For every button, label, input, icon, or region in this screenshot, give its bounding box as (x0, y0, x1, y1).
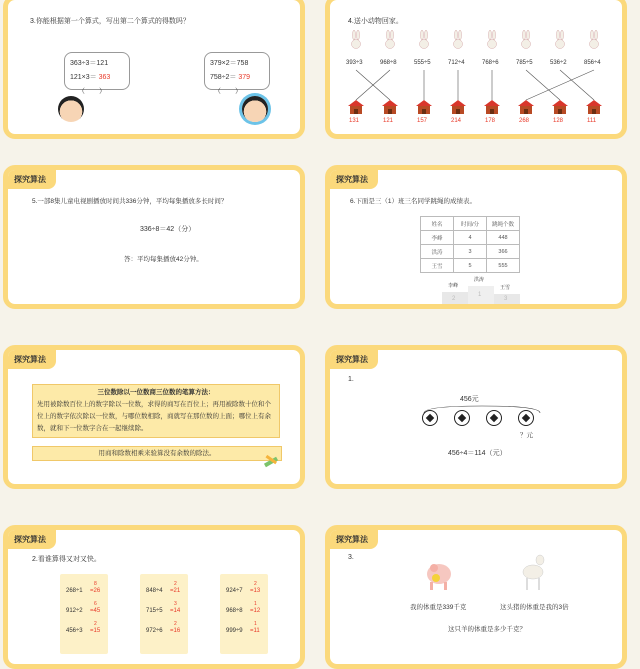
exercise-result: =16 (170, 628, 181, 634)
exercise-digit: 8 (94, 581, 97, 587)
total-price: 456元 (460, 396, 479, 403)
football-icon (422, 410, 438, 426)
slide-8[interactable] (325, 525, 627, 669)
exercise-expression: 268÷1 (66, 588, 83, 594)
section-tag: 探究算法 (330, 530, 378, 549)
table-cell: 4 (454, 231, 487, 245)
answer-label: 214 (451, 118, 462, 124)
question: 3.你能根据第一个算式，写出第二个算式的得数吗？ (30, 18, 190, 25)
table-row (421, 259, 520, 273)
exercise-column (220, 574, 268, 654)
method-title: 三位数除以一位数商三位数的笔算方法： (97, 389, 215, 396)
answer-label: 121 (383, 118, 394, 124)
calculation: 336÷8＝42（分） (140, 226, 196, 233)
girl-avatar (58, 96, 84, 122)
table-cell: 555 (487, 259, 520, 273)
slide-1[interactable] (3, 0, 305, 139)
house-icon (484, 100, 500, 114)
exercise-result: =14 (170, 608, 181, 614)
exercise-expression: 924÷7 (226, 588, 243, 594)
equation-4-answer: 379 (238, 74, 251, 81)
equation-2 (70, 72, 110, 82)
equation-4-left: 758÷2＝ (210, 74, 237, 81)
match-line (560, 70, 594, 100)
exercise-column (60, 574, 108, 654)
goat-icon (518, 550, 548, 594)
answer-label: 268 (519, 118, 530, 124)
method-box (32, 384, 280, 438)
pencil-ruler-icon (262, 452, 280, 470)
house-icon (450, 100, 466, 114)
pig-label: 我的体重是339千克 (410, 604, 467, 611)
section-tag: 探究算法 (8, 350, 56, 369)
section-tag: 探究算法 (8, 530, 56, 549)
expression-label: 968÷8 (380, 60, 397, 66)
match-line (526, 70, 560, 100)
calculation: 456÷4＝114（元） (448, 450, 507, 457)
equation-2-left: 121×3＝ (70, 74, 97, 81)
header-cell: 姓名 (421, 217, 454, 231)
question-number: 1. (348, 376, 354, 383)
title: 2.看谁算得又对又快。 (32, 556, 101, 563)
slide-2[interactable] (325, 0, 627, 139)
exercise-expression: 912÷2 (66, 608, 83, 614)
exercise-digit: 1 (254, 621, 257, 627)
exercise-expression: 848÷4 (146, 588, 163, 594)
equation-4 (210, 72, 250, 82)
question: 这只羊的体重是多少千克？ (448, 626, 526, 633)
house-icon (586, 100, 602, 114)
exercise-expression: 972÷6 (146, 628, 163, 634)
table-cell: 洪涛 (421, 245, 454, 259)
expression-label: 856÷4 (584, 60, 601, 66)
blank-2: （ ） (214, 88, 242, 95)
exercise-result: =12 (250, 608, 261, 614)
exercise-result: =13 (250, 588, 261, 594)
section-tag: 探究算法 (330, 170, 378, 189)
check-tip: 用商和除数相乘来验算没有余数的除法。 (32, 446, 282, 461)
house-icon (416, 100, 432, 114)
question: 5.一部8集儿童电视剧播放时间共336分钟，平均每集播放多长时间？ (32, 198, 228, 205)
exercise-column (140, 574, 188, 654)
section-tag: 探究算法 (8, 170, 56, 189)
podium-name-right: 王雪 (500, 285, 511, 291)
answer-label: 178 (485, 118, 496, 124)
exercise-digit: 2 (254, 581, 257, 587)
exercise-result: =15 (90, 628, 101, 634)
equation-3: 379×2＝758 (210, 60, 249, 67)
table-cell: 448 (487, 231, 520, 245)
table-row (421, 231, 520, 245)
unknown-price: ？元 (520, 432, 533, 439)
exercise-result: =11 (250, 628, 260, 634)
exercise-digit: 3 (174, 601, 177, 607)
question: 6.下面是三（1）班三名同学跳绳的成绩表。 (350, 198, 477, 205)
table-header-row (421, 217, 520, 231)
podium-name-center: 洪涛 (474, 277, 485, 283)
question-number: 3. (348, 554, 354, 561)
section-tag: 探究算法 (330, 350, 378, 369)
football-icon (518, 410, 534, 426)
expression-label: 768÷6 (482, 60, 499, 66)
exercise-digit: 2 (174, 581, 177, 587)
exercise-expression: 715÷5 (146, 608, 163, 614)
match-line (526, 70, 594, 100)
expression-label: 785÷5 (516, 60, 533, 66)
title: 4.送小动物回家。 (348, 18, 403, 25)
podium-place-right: 3 (504, 296, 508, 302)
podium-place-left: 2 (452, 296, 456, 302)
exercise-digit: 2 (94, 621, 97, 627)
boy-avatar (242, 96, 268, 122)
table-cell: 王雪 (421, 259, 454, 273)
table-cell: 5 (454, 259, 487, 273)
table-cell: 李峰 (421, 231, 454, 245)
pig-icon (424, 554, 454, 594)
football-icon (486, 410, 502, 426)
exercise-expression: 456÷3 (66, 628, 83, 634)
method-body: 先用被除数百位上的数字除以一位数，求得的商写在百位上；再用被除数十位和个位上的数字依次除以一位数，与哪位数相除，商就写在那位数的上面；哪位上有余数，就和下一位数字合在一起继续除。 (37, 401, 271, 432)
table-cell: 366 (487, 245, 520, 259)
answer: 答：平均每集播放42分钟。 (124, 256, 203, 263)
header-cell: 时间/分 (454, 217, 487, 231)
podium-place-center: 1 (478, 292, 482, 298)
exercise-result: =21 (170, 588, 181, 594)
exercise-result: =45 (90, 608, 101, 614)
table-row (421, 245, 520, 259)
equation-1: 363÷3＝121 (70, 60, 109, 67)
answer-label: 131 (349, 118, 360, 124)
house-icon (348, 100, 364, 114)
goat-label: 这头猪的体重是我的3倍 (500, 604, 569, 611)
exercise-digit: 6 (94, 601, 97, 607)
equation-2-answer: 363 (98, 74, 111, 81)
header-cell: 跳绳个数 (487, 217, 520, 231)
slide-3[interactable] (3, 165, 305, 309)
blank-1: （ ） (78, 88, 106, 95)
house-icon (518, 100, 534, 114)
slide-7[interactable] (3, 525, 305, 669)
football-icon (454, 410, 470, 426)
expression-label: 536÷2 (550, 60, 567, 66)
exercise-expression: 968÷8 (226, 608, 243, 614)
connection-lines (330, 0, 622, 134)
score-table (420, 216, 520, 273)
podium-name-left: 李峰 (448, 283, 459, 289)
table-cell: 3 (454, 245, 487, 259)
answer-label: 157 (417, 118, 428, 124)
slide-4[interactable] (325, 165, 627, 309)
answer-label: 128 (553, 118, 564, 124)
house-icon (382, 100, 398, 114)
slide-5[interactable] (3, 345, 305, 489)
slide-6[interactable] (325, 345, 627, 489)
exercise-digit: 1 (254, 601, 257, 607)
expression-label: 712÷4 (448, 60, 465, 66)
exercise-result: =26 (90, 588, 101, 594)
expression-label: 555÷5 (414, 60, 431, 66)
exercise-digit: 2 (174, 621, 177, 627)
exercise-expression: 999÷9 (226, 628, 243, 634)
expression-label: 393÷3 (346, 60, 363, 66)
house-icon (552, 100, 568, 114)
answer-label: 111 (587, 118, 597, 124)
